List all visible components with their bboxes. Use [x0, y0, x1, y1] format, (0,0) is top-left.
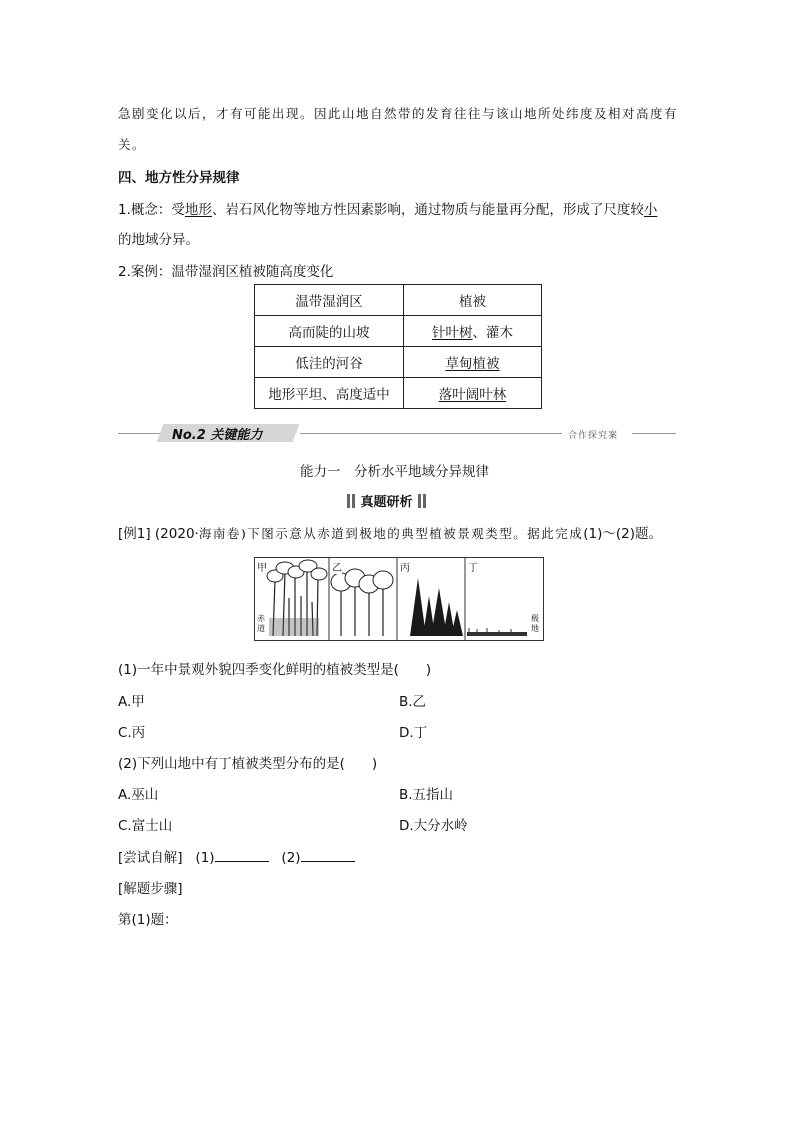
- veg-rest: 、灌木: [472, 325, 513, 341]
- panel-label-ding: 丁: [468, 559, 478, 574]
- vegetation-illustration: [255, 558, 543, 640]
- table-row: [255, 316, 542, 347]
- example-suffix: (1)～(2)题。: [583, 526, 662, 542]
- table-cell-terrain: 地形平坦、高度适中: [255, 378, 404, 409]
- table-cell-vegetation: [404, 347, 542, 378]
- concept-line-2: 的地域分异。: [118, 232, 199, 248]
- concept-prefix: 1.概念：受: [118, 202, 185, 218]
- q1-option-b[interactable]: B.乙: [399, 694, 427, 710]
- panel-label-bing: 丙: [400, 559, 410, 574]
- concept-term-small: 小: [643, 202, 658, 218]
- panel-label-yi: 乙: [332, 559, 342, 574]
- table-cell-terrain: 高而陡的山坡: [255, 316, 404, 347]
- concept-line-1: [118, 198, 657, 218]
- bar-ornament: [352, 494, 355, 508]
- intro-line-2: 关。: [118, 137, 147, 152]
- question-2-stem: (2)下列山地中有丁植被类型分布的是( ): [118, 756, 378, 772]
- vegetation-figure: [254, 557, 544, 641]
- intro-line-1: 急剧变化以后，才有可能出现。因此山地自然带的发育往往与该山地所处纬度及相对高度有: [118, 106, 679, 121]
- axis-label-pole: 极地: [531, 614, 539, 633]
- attempt-part-1: (1): [195, 850, 215, 866]
- panel-label-jia: 甲: [257, 559, 267, 574]
- table-header-cell: 温带湿润区: [255, 285, 404, 316]
- table-row: [255, 378, 542, 409]
- steps-q1: 第(1)题：: [118, 912, 178, 928]
- table-header-row: [255, 285, 542, 316]
- q1-option-a[interactable]: A.甲: [118, 694, 145, 710]
- concept-middle: 、岩石风化物等地方性因素影响，通过物质与能量再分配，形成了尺度较: [211, 202, 644, 218]
- section-heading: 四、地方性分异规律: [118, 170, 240, 186]
- answer-blank-1[interactable]: [215, 849, 269, 862]
- subtitle-text: 真题研析: [360, 495, 413, 510]
- q2-option-a[interactable]: A.巫山: [118, 787, 159, 803]
- question-1-stem: (1)一年中景观外貌四季变化鲜明的植被类型是( ): [118, 662, 432, 678]
- bar-ornament: [423, 494, 426, 508]
- banner-tag: 合作探究案: [568, 431, 619, 441]
- table-cell-vegetation: [404, 316, 542, 347]
- banner-line-left: [118, 433, 162, 434]
- attempt-label: [尝试自解]: [118, 850, 183, 866]
- q2-option-d[interactable]: D.大分水岭: [399, 818, 468, 834]
- banner-line-right: [632, 433, 676, 434]
- vegetation-table: [254, 284, 542, 409]
- table-row: [255, 347, 542, 378]
- banner-line-middle: [300, 433, 562, 434]
- q1-option-d[interactable]: D.丁: [399, 725, 428, 741]
- attempt-line: [118, 846, 355, 866]
- example-prefix: [例1] (2020·: [118, 526, 199, 542]
- q1-option-c[interactable]: C.丙: [118, 725, 146, 741]
- table-cell-vegetation: [404, 378, 542, 409]
- ability-title: 能力一 分析水平地域分异规律: [300, 464, 489, 480]
- table-cell-terrain: 低洼的河谷: [255, 347, 404, 378]
- veg-underlined: 落叶阔叶林: [438, 387, 507, 403]
- steps-label: [解题步骤]: [118, 881, 183, 897]
- table-header-cell: 植被: [404, 285, 542, 316]
- bar-ornament: [347, 494, 350, 508]
- ability-subtitle: [346, 491, 427, 510]
- q2-option-b[interactable]: B.五指山: [399, 787, 454, 803]
- veg-underlined: 针叶树: [432, 325, 473, 341]
- answer-blank-2[interactable]: [301, 849, 355, 862]
- example-stem: [118, 522, 662, 542]
- concept-term-terrain: 地形: [184, 202, 212, 218]
- attempt-part-2: (2): [281, 850, 301, 866]
- q2-option-c[interactable]: C.富士山: [118, 818, 173, 834]
- banner-title: No.2 关键能力: [172, 428, 263, 443]
- veg-underlined: 草甸植被: [445, 356, 500, 372]
- case-title: 2.案例：温带湿润区植被随高度变化: [118, 264, 334, 280]
- bar-ornament: [418, 494, 421, 508]
- example-source: 海南卷)下图示意从赤道到极地的典型植被景观类型。据此完成: [198, 526, 584, 541]
- axis-label-equator: 赤道: [257, 614, 265, 633]
